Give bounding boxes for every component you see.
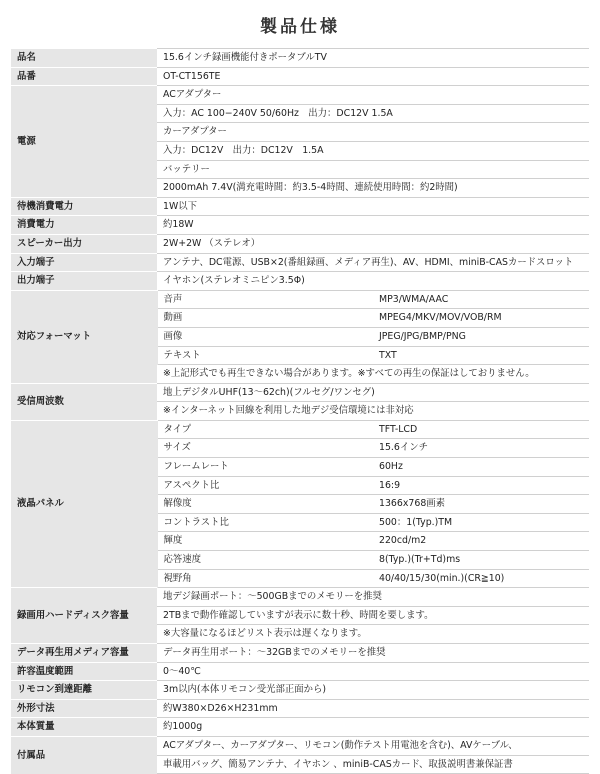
table-row [11,662,589,681]
table-row [11,588,589,607]
spec-label: スピーカー出力 [11,234,157,253]
table-row [11,272,589,291]
spec-value: 16:9 [373,476,589,495]
spec-label: 外形寸法 [11,699,157,718]
spec-value: 入力：DC12V 出力：DC12V 1.5A [157,141,589,160]
spec-value: 1366x768画素 [373,495,589,514]
spec-value: 8(Typ.)(Tr+Td)ms [373,551,589,570]
spec-note: ※上記形式でも再生できない場合があります。※すべての再生の保証はしておりません。 [157,365,589,384]
spec-subkey: アスペクト比 [157,476,373,495]
spec-value: 地上デジタルUHF(13～62ch)(フルセグ/ワンセグ) [157,383,589,402]
spec-subkey: サイズ [157,439,373,458]
spec-label: 品番 [11,67,157,86]
spec-subkey: 動画 [157,309,373,328]
spec-label: 消費電力 [11,216,157,235]
spec-value: 2W+2W （ステレオ） [157,234,589,253]
spec-label: 受信周波数 [11,383,157,420]
spec-note: ※大容量になるほどリスト表示は遅くなります。 [157,625,589,644]
spec-label: 電源 [11,86,157,198]
spec-subkey: 音声 [157,290,373,309]
spec-subkey: 解像度 [157,495,373,514]
spec-note: ※インターネット回線を利用した地デジ受信環境には非対応 [157,402,589,421]
spec-value: 500：1(Typ.)TM [373,513,589,532]
spec-label: 付属品 [11,736,157,773]
spec-subkey: タイプ [157,420,373,439]
spec-value: MPEG4/MKV/MOV/VOB/RM [373,309,589,328]
spec-subkey: コントラスト比 [157,513,373,532]
spec-subkey: 画像 [157,327,373,346]
spec-label: 品名 [11,49,157,68]
spec-value: 3m以内(本体リモコン受光部正面から) [157,681,589,700]
spec-table [11,48,589,774]
spec-value: ACアダプター [157,86,589,105]
spec-value: イヤホン(ステレオミニピン3.5Φ) [157,272,589,291]
spec-subkey: テキスト [157,346,373,365]
table-row [11,699,589,718]
spec-value: OT-CT156TE [157,67,589,86]
spec-value: TFT-LCD [373,420,589,439]
spec-value: JPEG/JPG/BMP/PNG [373,327,589,346]
spec-value: ACアダプター、カーアダプター、リモコン(動作テスト用電池を含む)、AVケーブル、 [157,736,589,755]
spec-value: バッテリー [157,160,589,179]
spec-value: 約W380×D26×H231mm [157,699,589,718]
spec-value: 220cd/m2 [373,532,589,551]
spec-value: 0～40℃ [157,662,589,681]
spec-label: 待機消費電力 [11,197,157,216]
table-row [11,644,589,663]
table-row [11,736,589,755]
spec-label: 液晶パネル [11,420,157,587]
spec-value: 15.6インチ録画機能付きポータブルTV [157,49,589,68]
table-row [11,681,589,700]
spec-label: リモコン到達距離 [11,681,157,700]
spec-value: データ再生用ポート：～32GBまでのメモリーを推奨 [157,644,589,663]
table-row [11,216,589,235]
spec-value: 2000mAh 7.4V(満充電時間：約3.5-4時間、連続使用時間：約2時間) [157,179,589,198]
spec-subkey: フレームレート [157,458,373,477]
table-row [11,420,589,439]
table-row [11,253,589,272]
spec-subkey: 視野角 [157,569,373,588]
spec-value: 60Hz [373,458,589,477]
spec-subkey: 輝度 [157,532,373,551]
spec-value: 約18W [157,216,589,235]
spec-value: 2TBまで動作確認していますが表示に数十秒、時間を要します。 [157,606,589,625]
spec-value: 車載用バッグ、簡易アンテナ、イヤホン 、miniB-CASカード、取扱説明書兼保証書 [157,755,589,774]
table-row [11,67,589,86]
spec-value: 約1000g [157,718,589,737]
spec-label: 出力端子 [11,272,157,291]
table-row [11,290,589,309]
spec-label: データ再生用メディア容量 [11,644,157,663]
spec-value: TXT [373,346,589,365]
spec-subkey: 応答速度 [157,551,373,570]
spec-label: 本体質量 [11,718,157,737]
table-row [11,234,589,253]
spec-label: 対応フォーマット [11,290,157,383]
table-row [11,383,589,402]
page-title: 製品仕様 [260,16,340,37]
spec-value: 40/40/15/30(min.)(CR≧10) [373,569,589,588]
table-row [11,86,589,105]
spec-value: 入力：AC 100−240V 50/60Hz 出力：DC12V 1.5A [157,104,589,123]
spec-value: カーアダプター [157,123,589,142]
table-row [11,197,589,216]
spec-label: 許容温度範囲 [11,662,157,681]
spec-value: 地デジ録画ポート：～500GBまでのメモリーを推奨 [157,588,589,607]
spec-value: 15.6インチ [373,439,589,458]
spec-label: 入力端子 [11,253,157,272]
spec-value: 1W以下 [157,197,589,216]
table-row [11,49,589,68]
spec-value: アンテナ、DC電源、USB×2(番組録画、メディア再生)、AV、HDMI、miniB-CASカードスロット [157,253,589,272]
spec-label: 録画用ハードディスク容量 [11,588,157,644]
spec-value: MP3/WMA/AAC [373,290,589,309]
